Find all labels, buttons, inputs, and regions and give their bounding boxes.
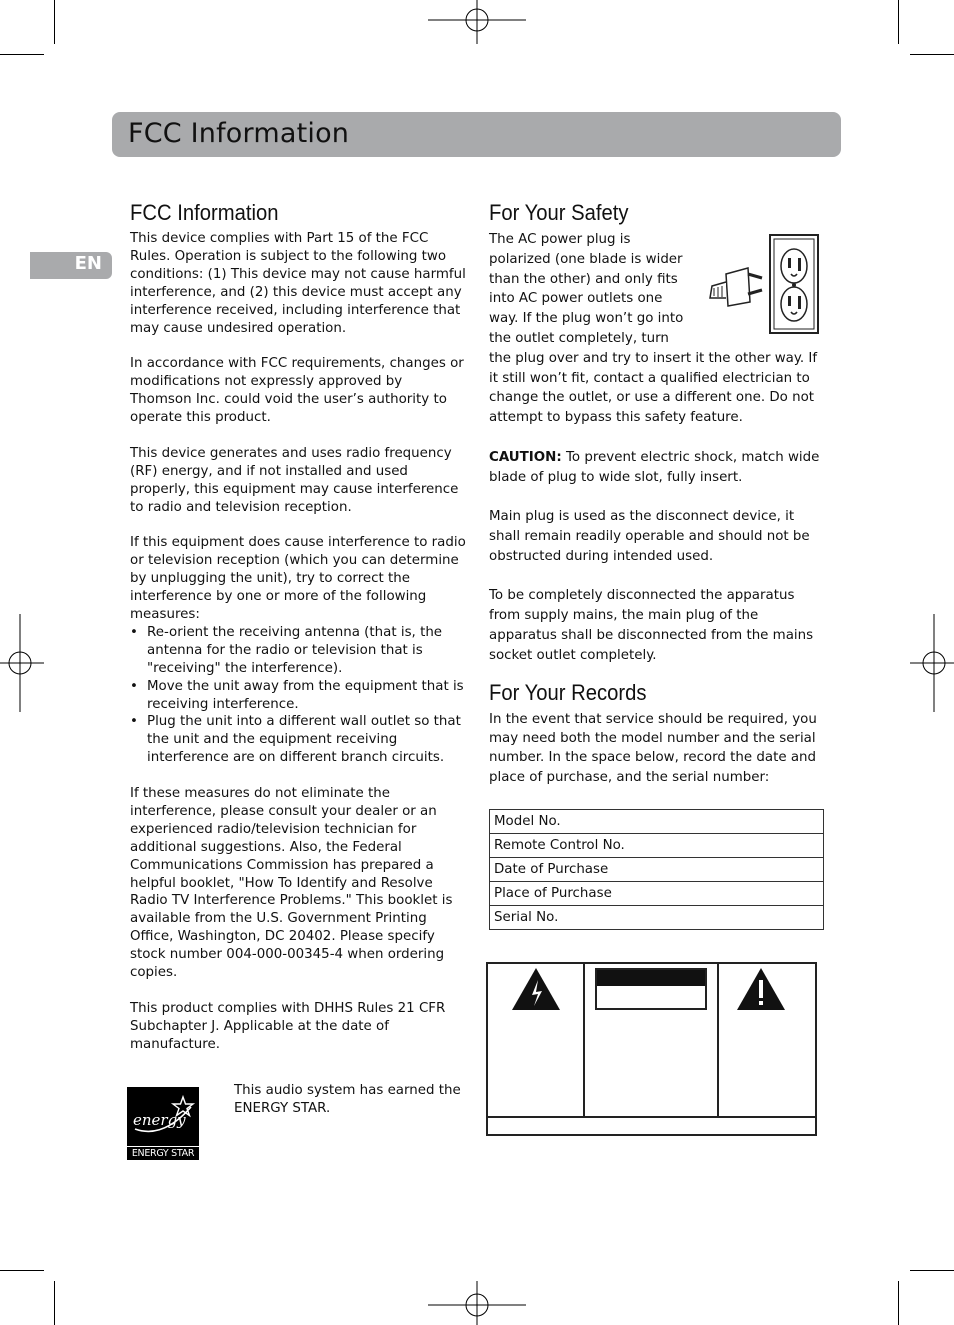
records-table bbox=[489, 809, 824, 930]
energy-star-label: ENERGY STAR bbox=[127, 1146, 199, 1159]
interference-measures-list bbox=[130, 624, 468, 767]
crop-mark bbox=[910, 54, 954, 55]
crop-mark bbox=[54, 1281, 55, 1325]
safety-paragraph: the plug over and try to insert it the other way. If it still won’t fit, contact a qualified electrician to change the outlet, or use a different one. Do not attempt to bypass this safety feature. bbox=[489, 350, 818, 426]
registration-mark-icon bbox=[428, 0, 526, 44]
page-header bbox=[112, 112, 841, 157]
caution-label: CAUTION: bbox=[489, 449, 562, 465]
energy-star-logo bbox=[127, 1087, 199, 1160]
crop-mark bbox=[0, 1270, 44, 1271]
safety-heading: For Your Safety bbox=[489, 200, 629, 225]
table-row bbox=[490, 810, 824, 834]
fcc-paragraph: In accordance with FCC requirements, changes or modifications not expressly approved by Thomson Inc. could void the user’s authority to operate this product. bbox=[130, 356, 464, 426]
list-item: • Re-orient the receiving antenna (that is, the antenna for the radio or television that is "receiving" the interference). bbox=[130, 624, 468, 678]
caution-paragraph bbox=[489, 448, 826, 488]
language-tab bbox=[30, 252, 112, 279]
fcc-paragraph: If these measures do not eliminate the interference, please consult your dealer or an experienced radio/television technician for additional suggestions. Also, the Federal Communications Commission has prepared a helpful booklet, "How To Identify and Resolve Radio TV Interference Problems." This booklet is available from the U.S. Government Printing Office, Washington, DC 20402. Please specify stock number 004-000-00345-4 when ordering copies. bbox=[130, 786, 453, 981]
table-row bbox=[490, 882, 824, 906]
registration-mark-icon bbox=[428, 1281, 526, 1325]
crop-mark bbox=[0, 54, 44, 55]
registration-mark-icon bbox=[910, 614, 954, 712]
table-cell: Model No. bbox=[490, 810, 824, 834]
caution-text: To prevent electric shock, match wide blade of plug to wide slot, fully insert. bbox=[489, 449, 820, 485]
records-heading: For Your Records bbox=[489, 679, 647, 705]
warning-cell bbox=[719, 964, 817, 1116]
safety-paragraph: The AC power plug is polarized (one blade is wider than the other) and only fits into AC power outlets one way. If the plug won’t go into the outlet completely, turn bbox=[489, 232, 684, 346]
crop-mark bbox=[898, 1281, 899, 1325]
lightning-warning-icon bbox=[488, 964, 585, 1014]
table-row bbox=[490, 858, 824, 882]
safety-paragraph: To be completely disconnected the apparatus from supply mains, the main plug of the apparatus shall be disconnected from the mains socket outlet completely. bbox=[489, 588, 814, 663]
plug-outlet-illustration bbox=[704, 234, 820, 336]
warning-label-box bbox=[595, 968, 707, 1010]
fcc-paragraph: This device complies with Part 15 of the FCC Rules. Operation is subject to the following two conditions: (1) This device may not cause harmful interference, and (2) this device must accept any interference received, including interference that may cause undesired operation. bbox=[130, 231, 466, 336]
crop-mark bbox=[910, 1270, 954, 1271]
crop-mark bbox=[54, 0, 55, 44]
language-label: EN bbox=[74, 253, 102, 274]
list-item: • Move the unit away from the equipment that is receiving interference. bbox=[130, 678, 468, 714]
table-cell: Date of Purchase bbox=[490, 858, 824, 882]
warning-footer bbox=[488, 1116, 815, 1134]
crop-mark bbox=[898, 0, 899, 44]
warning-cell bbox=[585, 964, 719, 1116]
fcc-paragraph: This device generates and uses radio frequency (RF) energy, and if not installed and used properly, this equipment may cause interference to radio and television reception. bbox=[130, 445, 459, 515]
energy-star-caption: This audio system has earned the ENERGY STAR. bbox=[234, 1083, 461, 1116]
table-cell: Serial No. bbox=[490, 906, 824, 930]
warning-cell bbox=[488, 964, 585, 1116]
records-intro: In the event that service should be required, you may need both the model number and the serial number. In the space below, record the date and place of purchase, and the serial number: bbox=[489, 711, 817, 785]
registration-mark-icon bbox=[0, 614, 44, 712]
table-cell: Remote Control No. bbox=[490, 834, 824, 858]
warning-box bbox=[486, 962, 817, 1136]
exclamation-warning-icon bbox=[719, 964, 817, 1014]
energy-script: energy bbox=[133, 1111, 186, 1129]
page-title: FCC Information bbox=[128, 118, 350, 149]
fcc-heading: FCC Information bbox=[130, 200, 279, 225]
fcc-paragraph: If this equipment does cause interference to radio or television reception (which you can determine by unplugging the unit), try to correct the interference by one or more of the following measures: bbox=[130, 535, 466, 622]
table-row bbox=[490, 834, 824, 858]
table-row bbox=[490, 906, 824, 930]
list-item: • Plug the unit into a different wall outlet so that the unit and the equipment receiving interference are on different branch circuits. bbox=[130, 713, 468, 767]
fcc-section bbox=[130, 200, 468, 1072]
energy-star-icon bbox=[127, 1087, 199, 1145]
safety-paragraph: Main plug is used as the disconnect device, it shall remain readily operable and should not be obstructed during intended used. bbox=[489, 509, 810, 564]
table-cell: Place of Purchase bbox=[490, 882, 824, 906]
fcc-paragraph: This product complies with DHHS Rules 21 CFR Subchapter J. Applicable at the date of manufacture. bbox=[130, 1000, 446, 1052]
